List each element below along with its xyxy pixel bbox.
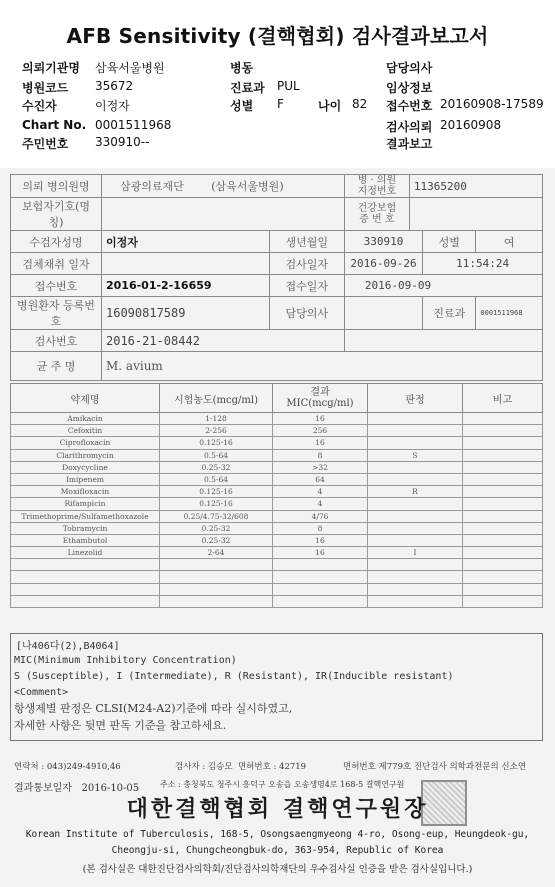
test-date-label: 검사일자 xyxy=(269,253,344,275)
mic-cell xyxy=(273,595,368,607)
remark-cell xyxy=(463,498,543,510)
drug-cell xyxy=(11,595,160,607)
drug-cell: Trimethoprime/Sulfamethoxazole xyxy=(11,510,160,522)
drug-cell xyxy=(11,571,160,583)
remark-cell xyxy=(463,486,543,498)
collect-value xyxy=(102,253,270,275)
insurance-value xyxy=(102,198,345,231)
exam-no-value: 2016-21-08442 xyxy=(102,330,345,352)
interpretation-cell xyxy=(368,510,463,522)
inst-label: 의뢰 병의원명 xyxy=(11,175,102,198)
drug-cell: Ciprofloxacin xyxy=(11,437,160,449)
notes-line2: S (Susceptible), I (Intermediate), R (Resistant), IR(Inducible resistant) xyxy=(14,671,454,682)
concentration-cell: 0.125-16 xyxy=(160,486,273,498)
table-row xyxy=(11,486,543,498)
receipt-label: 접수번호 xyxy=(386,99,433,113)
interpretation-cell xyxy=(368,522,463,534)
remark-cell xyxy=(463,510,543,522)
interpretation-header: 판정 xyxy=(368,384,463,413)
inst-value: 삼광의료재단 xyxy=(120,180,184,193)
concentration-cell: 0.5-64 xyxy=(160,449,273,461)
remark-cell xyxy=(463,461,543,473)
remark-cell xyxy=(463,473,543,485)
inst-sub: (삼육서울병원) xyxy=(211,180,284,193)
rrn-label: 주민번호 xyxy=(22,137,69,151)
exam-no-label: 검사번호 xyxy=(11,330,102,352)
interpretation-cell xyxy=(368,583,463,595)
notes-line5: 자세한 사항은 뒷면 판독 기준을 참고하세요. xyxy=(14,719,227,732)
mic-cell: 256 xyxy=(273,425,368,437)
interpretation-cell: S xyxy=(368,449,463,461)
mic-header: 결과 MIC(mcg/ml) xyxy=(273,384,368,413)
drug-cell: Doxycycline xyxy=(11,461,160,473)
table-row xyxy=(11,547,543,559)
report-title: AFB Sensitivity (결핵협회) 검사결과보고서 xyxy=(66,24,489,48)
remark-cell xyxy=(463,534,543,546)
table-row xyxy=(11,437,543,449)
interpretation-cell xyxy=(368,461,463,473)
table-row xyxy=(11,583,543,595)
concentration-cell: 0.125-16 xyxy=(160,498,273,510)
drug-susceptibility-table xyxy=(10,383,543,608)
dob-value: 330910 xyxy=(344,231,422,253)
code-label: 병 · 의원 지정번호 xyxy=(344,175,409,198)
table-row xyxy=(11,498,543,510)
notes-line3: <Comment> xyxy=(14,687,69,698)
mic-cell: 64 xyxy=(273,473,368,485)
name-label: 수검자성명 xyxy=(11,231,102,253)
patient-info-table xyxy=(10,174,543,381)
code-value: 11365200 xyxy=(409,175,542,198)
inst-cell xyxy=(102,175,345,198)
table-row xyxy=(11,425,543,437)
remark-cell xyxy=(463,547,543,559)
table-row xyxy=(11,571,543,583)
remark-header: 비고 xyxy=(463,384,543,413)
concentration-cell xyxy=(160,583,273,595)
dept-value: PUL xyxy=(277,79,300,93)
table-row xyxy=(11,559,543,571)
mic-cell xyxy=(273,571,368,583)
doctor-label: 담당의사 xyxy=(386,61,433,75)
table-row xyxy=(11,510,543,522)
receipt-no-value: 2016-01-2-16659 xyxy=(102,275,270,297)
doctor-value xyxy=(344,297,422,330)
ward-label: 병동 xyxy=(230,61,254,75)
mic-cell xyxy=(273,559,368,571)
footer-contact: 연락처 : 043)249-4910,46 xyxy=(14,762,121,772)
remark-cell xyxy=(463,522,543,534)
hospital-code-value: 35672 xyxy=(95,79,134,93)
interpretation-cell xyxy=(368,425,463,437)
drug-cell: Ethambutol xyxy=(11,534,160,546)
hospital-code-label: 병원코드 xyxy=(22,81,69,95)
dept-label-2: 진료과 xyxy=(423,297,476,330)
health-label: 건강보험 증 번 호 xyxy=(344,198,409,231)
institution-value: 삼육서울병원 xyxy=(95,61,165,75)
age-value: 82 xyxy=(352,97,368,111)
mic-cell: 16 xyxy=(273,413,368,425)
concentration-cell: 0.25-32 xyxy=(160,461,273,473)
interpretation-cell xyxy=(368,413,463,425)
interpretation-cell xyxy=(368,595,463,607)
drug-cell: Rifampicin xyxy=(11,498,160,510)
drug-cell: Tobramycin xyxy=(11,522,160,534)
interpretation-cell xyxy=(368,534,463,546)
reg-label: 병원환자 등록번호 xyxy=(11,297,102,330)
chart-value: 0001511968 xyxy=(95,118,172,132)
table-row xyxy=(11,473,543,485)
concentration-header: 시험농도(mcg/ml) xyxy=(160,384,273,413)
remark-cell xyxy=(463,595,543,607)
sex-label-2: 성별 xyxy=(423,231,476,253)
patient-label: 수진자 xyxy=(22,99,57,113)
concentration-cell xyxy=(160,559,273,571)
concentration-cell: 0.25-32 xyxy=(160,522,273,534)
insurance-label: 보험자기호(명칭) xyxy=(11,198,102,231)
table-row xyxy=(11,413,543,425)
rrn-value: 330910-- xyxy=(95,135,150,149)
notes-line1: MIC(Minimum Inhibitory Concentration) xyxy=(14,655,237,666)
remark-cell xyxy=(463,437,543,449)
request-date-value: 20160908 xyxy=(440,118,502,132)
age-label: 나이 xyxy=(318,99,342,113)
footer-address-kr: 주소 : 충청북도 청주시 흥덕구 오송읍 오송생명4로 168-5 결핵연구원 xyxy=(160,780,405,789)
institution-label: 의뢰기관명 xyxy=(22,61,80,75)
receipt-no-label: 접수번호 xyxy=(11,275,102,297)
dob-label: 생년월일 xyxy=(269,231,344,253)
remark-cell xyxy=(463,583,543,595)
drug-cell: Linezolid xyxy=(11,547,160,559)
footer-license: 면허번호 제779호 진단검사 의학과전문의 신소연 xyxy=(343,762,527,772)
sex-value: F xyxy=(277,97,284,111)
table-row xyxy=(11,461,543,473)
drug-cell: Cefoxitin xyxy=(11,425,160,437)
remark-cell xyxy=(463,425,543,437)
mic-cell: >32 xyxy=(273,461,368,473)
concentration-cell: 2-64 xyxy=(160,547,273,559)
sex-value-2: 여 xyxy=(476,231,543,253)
mic-cell: 16 xyxy=(273,534,368,546)
interpretation-cell: I xyxy=(368,547,463,559)
interpretation-cell xyxy=(368,498,463,510)
table-row xyxy=(11,522,543,534)
mic-cell: 16 xyxy=(273,437,368,449)
remark-cell xyxy=(463,571,543,583)
remark-cell xyxy=(463,449,543,461)
concentration-cell xyxy=(160,595,273,607)
test-time-value: 11:54:24 xyxy=(423,253,543,275)
address-en-line2: Cheongju-si, Chungcheongbuk-do, 363-954, Republic of Korea xyxy=(111,845,444,856)
drug-cell xyxy=(11,583,160,595)
mic-cell: 8 xyxy=(273,522,368,534)
drug-header: 약제명 xyxy=(11,384,160,413)
exam-blank xyxy=(344,330,542,352)
receipt-value: 20160908-17589 xyxy=(440,97,544,111)
remark-cell xyxy=(463,413,543,425)
organism-label: 균 주 명 xyxy=(11,352,102,381)
concentration-cell: 0.25-32 xyxy=(160,534,273,546)
institute-name: 대한결핵협회 결핵연구원장 xyxy=(126,796,429,822)
sex-label: 성별 xyxy=(230,99,254,113)
drug-cell: Amikacin xyxy=(11,413,160,425)
concentration-cell: 0.25/4.75-32/608 xyxy=(160,510,273,522)
receipt-date-value: 2016-09-09 xyxy=(344,275,542,297)
receipt-date-label: 접수일자 xyxy=(269,275,344,297)
mic-cell: 8 xyxy=(273,449,368,461)
notes-code: [나406다(2),B4064] xyxy=(16,641,120,652)
certification-note: (본 검사실은 대한진단검사의학회/진단검사의학재단의 우수검사실 인증을 받은 검사실입니다.) xyxy=(82,864,473,875)
notes-line4: 항생제별 판정은 CLSI(M24-A2)기준에 따라 실시하였고, xyxy=(14,702,293,715)
mic-cell: 4 xyxy=(273,498,368,510)
drug-cell: Clarithromycin xyxy=(11,449,160,461)
clinical-info-label: 임상정보 xyxy=(386,81,433,95)
drug-cell: Moxifloxacin xyxy=(11,486,160,498)
footer-tester: 검사자 : 김승모 면허번호 : 42719 xyxy=(175,762,307,772)
concentration-cell: 1-128 xyxy=(160,413,273,425)
mic-cell: 4 xyxy=(273,486,368,498)
table-row xyxy=(11,449,543,461)
concentration-cell xyxy=(160,571,273,583)
table-row xyxy=(11,534,543,546)
collect-label: 검체채취 일자 xyxy=(11,253,102,275)
mic-cell: 4/76 xyxy=(273,510,368,522)
interpretation-cell xyxy=(368,559,463,571)
concentration-cell: 2-256 xyxy=(160,425,273,437)
interpretation-cell xyxy=(368,571,463,583)
dept-value-2: 0001511968 xyxy=(476,297,543,330)
remark-cell xyxy=(463,559,543,571)
interpretation-cell xyxy=(368,437,463,449)
dept-label: 진료과 xyxy=(230,81,265,95)
chart-label: Chart No. xyxy=(22,118,87,132)
mic-cell: 16 xyxy=(273,547,368,559)
mic-cell xyxy=(273,583,368,595)
name-value: 이정자 xyxy=(102,231,270,253)
table-row xyxy=(11,595,543,607)
report-header xyxy=(0,0,555,168)
interpretation-cell xyxy=(368,473,463,485)
address-en-line1: Korean Institute of Tuberculosis, 168-5, Osongsaengmyeong 4-ro, Osong-eup, Heungdeok-gu, xyxy=(25,829,530,840)
health-value xyxy=(409,198,542,231)
request-date-label: 검사의뢰 xyxy=(386,120,433,134)
doctor-label-2: 담당의사 xyxy=(269,297,344,330)
footer-report-date: 결과통보일자 2016-10-05 xyxy=(14,783,140,794)
reg-value: 16090817589 xyxy=(102,297,270,330)
concentration-cell: 0.5-64 xyxy=(160,473,273,485)
drug-cell: Imipenem xyxy=(11,473,160,485)
interpretation-cell: R xyxy=(368,486,463,498)
patient-value: 이정자 xyxy=(95,99,130,113)
test-date-value: 2016-09-26 xyxy=(344,253,422,275)
drug-cell xyxy=(11,559,160,571)
concentration-cell: 0.125-16 xyxy=(160,437,273,449)
report-label: 결과보고 xyxy=(386,137,433,151)
organism-value: M. avium xyxy=(102,352,543,381)
